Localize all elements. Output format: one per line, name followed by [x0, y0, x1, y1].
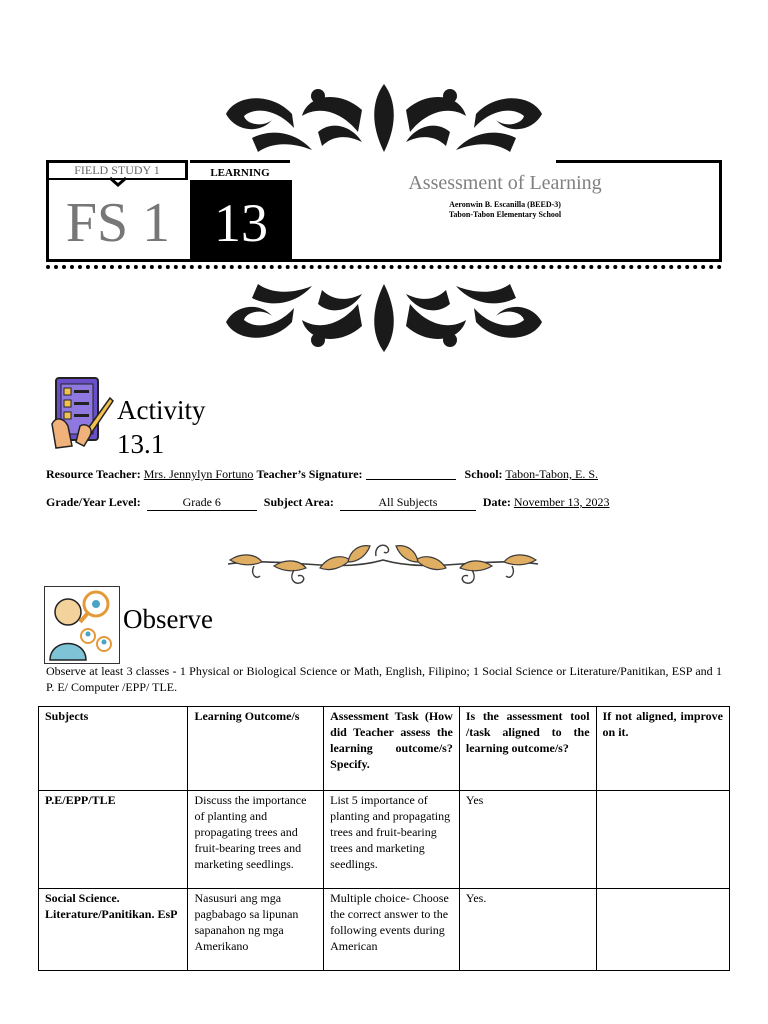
school-label: School: — [464, 467, 503, 481]
cell-aligned: Yes — [459, 791, 596, 889]
learning-number: 13 — [190, 180, 292, 262]
subject-label: Subject Area: — [263, 495, 334, 509]
table-row — [39, 791, 730, 889]
cell-aligned: Yes. — [459, 889, 596, 971]
grade-value: Grade 6 — [147, 495, 257, 511]
resource-teacher-label: Resource Teacher: — [46, 467, 141, 481]
header-aligned: Is the assessment tool /task aligned to the learning outcome/s? — [459, 707, 596, 791]
info-row-1 — [46, 467, 598, 482]
fs-label: FS 1 — [65, 192, 171, 254]
header-assessment-task: Assessment Task (How did Teacher assess the learning outcome/s? Specify. — [324, 707, 460, 791]
page-title: Assessment of Learning — [408, 172, 602, 194]
header-improve: If not aligned, improve on it. — [596, 707, 729, 791]
checklist-icon — [50, 376, 114, 450]
header-learning-outcome: Learning Outcome/s — [188, 707, 324, 791]
bottom-ornament — [222, 276, 546, 356]
school-value: Tabon-Tabon, E. S. — [505, 467, 598, 481]
cell-outcome: Discuss the importance of planting and propagating trees and fruit-bearing trees and marketing seedlings. — [188, 791, 324, 889]
table-row — [39, 889, 730, 971]
observe-title: Observe — [123, 604, 213, 634]
resource-teacher-value: Mrs. Jennylyn Fortuno — [143, 467, 254, 481]
grade-label: Grade/Year Level: — [46, 495, 141, 509]
dotted-divider — [46, 265, 722, 269]
table-header-row — [39, 707, 730, 791]
signature-line — [366, 467, 456, 480]
observer-icon — [44, 586, 120, 664]
observation-table — [38, 706, 730, 971]
activity-title: Activity 13.1 — [117, 395, 206, 459]
date-value: November 13, 2023 — [513, 495, 610, 509]
title-frame-gap — [290, 157, 556, 163]
observe-instructions: Observe at least 3 classes - 1 Physical or Biological Science or Math, English, Filipino; 1 Social Science or Literature/Panitikan, ESP and 1 P. E/ Computer /EPP/ TLE. — [46, 664, 722, 694]
cell-task: Multiple choice- Choose the correct answer to the following events during American — [324, 889, 460, 971]
school-name: Tabon-Tabon Elementary School — [448, 210, 562, 219]
learning-tab: LEARNING — [190, 160, 290, 180]
cell-subject: Social Science. Literature/Panitikan. EsP — [39, 889, 188, 971]
cell-improve — [596, 791, 729, 889]
cell-improve — [596, 889, 729, 971]
floral-divider — [224, 538, 542, 590]
author-name: Aeronwin B. Escanilla (BEED-3) — [449, 200, 561, 209]
signature-label: Teacher’s Signature: — [256, 467, 363, 481]
cell-subject: P.E/EPP/TLE — [39, 791, 188, 889]
subject-value: All Subjects — [340, 495, 476, 511]
cell-outcome: Nasusuri ang mga pagbabago sa lipunan sapanahon ng mga Amerikano — [188, 889, 324, 971]
header-subjects: Subjects — [39, 707, 188, 791]
top-ornament — [222, 80, 546, 160]
info-row-2 — [46, 495, 610, 511]
cell-task: List 5 importance of planting and propagating trees and fruit-bearing trees and marketing seedlings. — [324, 791, 460, 889]
date-label: Date: — [482, 495, 511, 509]
field-study-tab: FIELD STUDY 1 — [46, 160, 188, 180]
